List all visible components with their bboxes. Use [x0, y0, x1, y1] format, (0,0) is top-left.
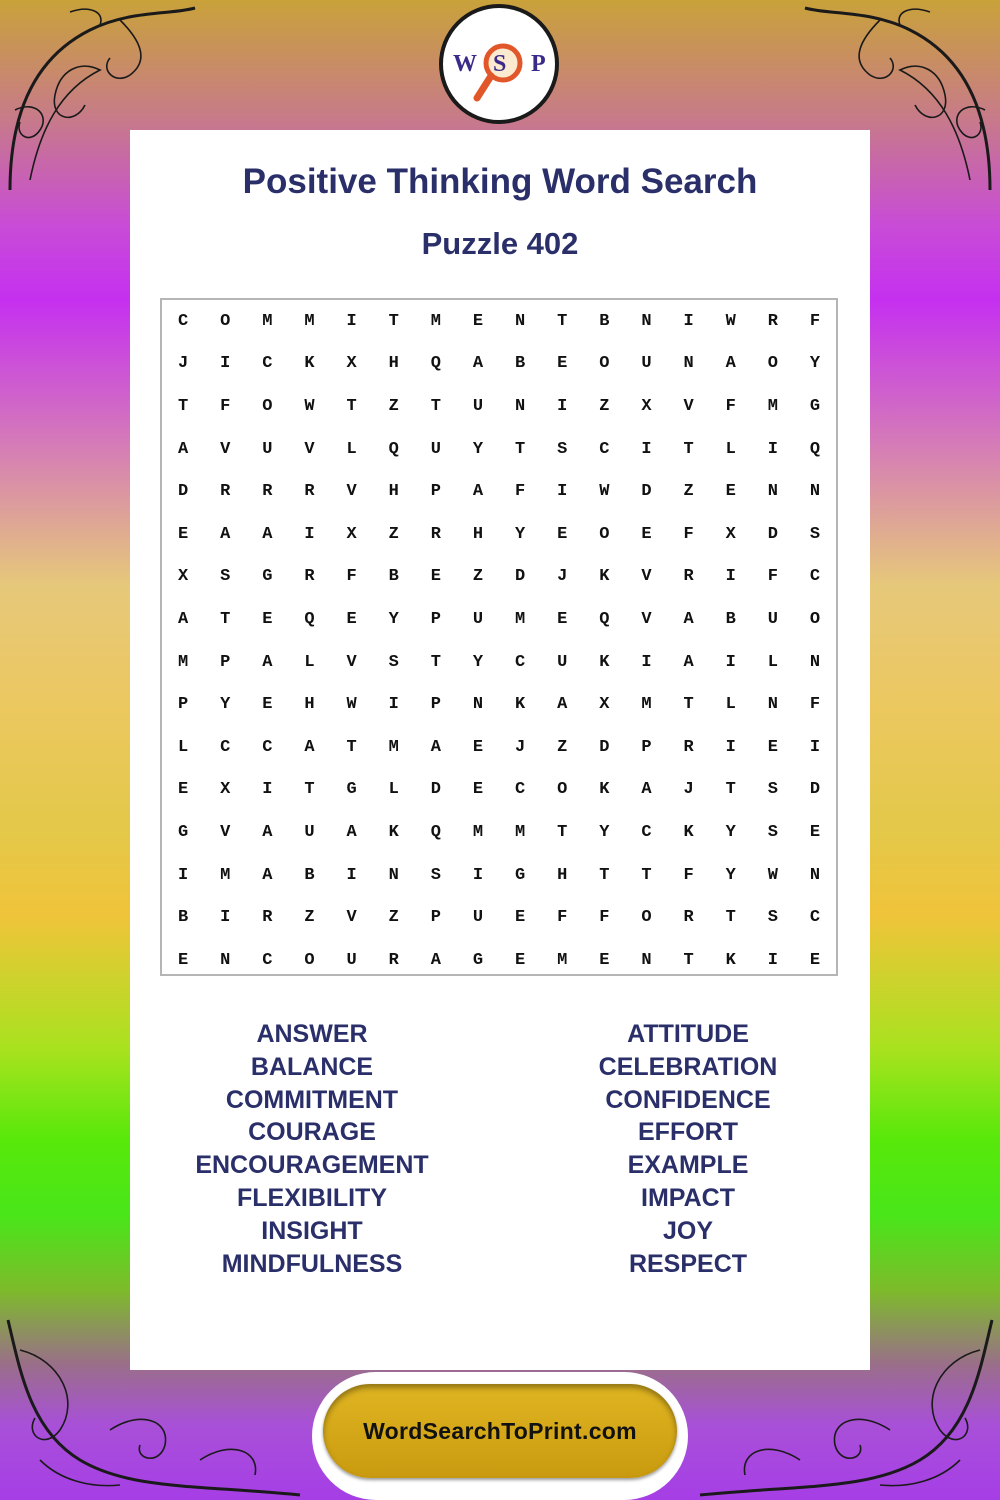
grid-cell: I [767, 439, 778, 459]
grid-cell: M [767, 396, 778, 416]
grid-cell: L [346, 439, 357, 459]
grid-cell: U [262, 439, 273, 459]
grid-cell: O [767, 354, 778, 374]
grid-cell: N [767, 482, 778, 502]
grid-cell: N [767, 695, 778, 715]
grid-cell: I [262, 780, 273, 800]
grid-cell: K [683, 822, 694, 842]
grid-cell: M [220, 865, 231, 885]
grid-cell: N [683, 354, 694, 374]
grid-row [162, 470, 836, 513]
grid-cell: M [557, 950, 568, 970]
grid-cell: E [430, 567, 441, 587]
grid-cell: X [346, 354, 357, 374]
grid-cell: U [472, 908, 484, 928]
grid-cell: U [472, 396, 484, 416]
grid-cell: A [430, 950, 441, 970]
grid-cell: A [177, 609, 189, 629]
grid-cell: F [683, 865, 694, 885]
grid-cell: I [346, 311, 357, 331]
grid-cell: T [641, 865, 652, 885]
grid-cell: E [599, 950, 610, 970]
site-url: WordSearchToPrint.com [363, 1417, 637, 1444]
grid-cell: C [220, 737, 231, 757]
grid-cell: V [346, 482, 357, 502]
grid-cell: E [767, 737, 778, 757]
grid-cell: O [641, 908, 652, 928]
grid-cell: B [388, 567, 399, 587]
grid-cell: A [557, 695, 568, 715]
grid-cell: T [725, 908, 736, 928]
grid-cell: C [809, 908, 821, 928]
grid-cell: A [472, 354, 484, 374]
grid-cell: H [388, 482, 399, 502]
grid-cell: T [683, 695, 694, 715]
grid-cell: A [683, 652, 694, 672]
grid-cell: X [599, 695, 610, 715]
grid-cell: C [262, 354, 273, 374]
word-item: ATTITUDE [627, 1020, 749, 1048]
word-item: FLEXIBILITY [237, 1183, 387, 1212]
grid-cell: E [472, 311, 484, 331]
grid-row [162, 726, 836, 769]
grid-cell: Z [683, 482, 694, 502]
grid-cell: Q [809, 439, 821, 459]
grid-cell: A [220, 524, 231, 544]
grid-cell: C [514, 652, 526, 672]
grid-cell: N [472, 695, 484, 715]
puzzle-number: Puzzle 402 [421, 226, 579, 261]
grid-cell: S [767, 822, 778, 842]
grid-cell: D [599, 737, 610, 757]
grid-cell: S [557, 439, 568, 459]
grid-cell: Z [599, 396, 610, 416]
grid-cell: W [599, 482, 610, 502]
grid-cell: R [430, 524, 441, 544]
grid-cell: T [683, 950, 694, 970]
grid-cell: A [346, 822, 357, 842]
grid-cell: F [809, 311, 821, 331]
grid-cell: P [177, 695, 189, 715]
grid-cell: L [388, 780, 399, 800]
grid-cell: R [388, 950, 399, 970]
grid-cell: A [725, 354, 736, 374]
grid-cell: E [262, 695, 273, 715]
grid-cell: L [177, 737, 189, 757]
grid-cell: T [346, 737, 357, 757]
grid-cell: Q [430, 354, 441, 374]
grid-cell: G [472, 950, 484, 970]
grid-cell: E [514, 950, 526, 970]
grid-cell: I [683, 311, 694, 331]
grid-cell: N [809, 652, 821, 672]
grid-cell: L [304, 652, 315, 672]
grid-cell: Z [388, 524, 399, 544]
grid-cell: C [177, 311, 189, 331]
grid-cell: P [641, 737, 652, 757]
grid-cell: T [557, 822, 568, 842]
grid-row [162, 300, 836, 343]
grid-cell: V [346, 908, 357, 928]
grid-row [162, 769, 836, 812]
word-item: CELEBRATION [598, 1052, 778, 1081]
grid-cell: A [641, 780, 652, 800]
word-item: IMPACT [641, 1183, 735, 1212]
grid-cell: E [557, 354, 568, 374]
grid-cell: R [220, 482, 231, 502]
grid-cell: X [346, 524, 357, 544]
grid-cell: R [767, 311, 778, 331]
grid-cell: E [557, 609, 568, 629]
grid-cell: F [346, 567, 357, 587]
grid-row [162, 513, 836, 556]
grid-cell: N [641, 311, 652, 331]
grid-cell: W [767, 865, 778, 885]
grid-cell: I [220, 908, 231, 928]
grid-cell: G [346, 780, 357, 800]
grid-cell: N [514, 311, 526, 331]
logo-letter-s: S [493, 51, 507, 77]
grid-cell: V [220, 822, 231, 842]
grid-cell: Q [430, 822, 441, 842]
grid-cell: R [683, 908, 694, 928]
grid-cell: T [177, 396, 189, 416]
word-item: CONFIDENCE [605, 1085, 771, 1114]
word-item: JOY [662, 1216, 714, 1245]
grid-cell: I [304, 524, 315, 544]
grid-cell: Z [304, 908, 315, 928]
grid-cell: Q [388, 439, 399, 459]
grid-cell: R [304, 482, 315, 502]
grid-cell: E [177, 950, 189, 970]
grid-cell: O [809, 609, 821, 629]
grid-cell: A [472, 482, 484, 502]
grid-cell: S [220, 567, 231, 587]
grid-cell: Y [514, 524, 526, 544]
grid-cell: T [388, 311, 399, 331]
grid-row [162, 683, 836, 726]
grid-cell: A [683, 609, 694, 629]
grid-cell: Y [472, 439, 484, 459]
grid-cell: O [557, 780, 568, 800]
grid-cell: O [262, 396, 273, 416]
grid-cell: M [514, 609, 526, 629]
grid-cell: I [809, 737, 821, 757]
grid-cell: I [346, 865, 357, 885]
grid-cell: X [641, 396, 652, 416]
grid-cell: V [641, 609, 652, 629]
grid-cell: B [177, 908, 189, 928]
grid-cell: F [725, 396, 736, 416]
grid-row [162, 939, 836, 982]
grid-cell: W [725, 311, 736, 331]
grid-cell: X [177, 567, 189, 587]
grid-cell: C [262, 950, 273, 970]
grid-cell: B [725, 609, 736, 629]
grid-cell: E [809, 822, 821, 842]
grid-cell: I [767, 950, 778, 970]
grid-cell: E [346, 609, 357, 629]
grid-cell: Z [557, 737, 568, 757]
grid-cell: M [472, 822, 484, 842]
grid-cell: H [557, 865, 568, 885]
grid-cell: H [472, 524, 484, 544]
word-item: EXAMPLE [627, 1151, 749, 1180]
grid-cell: E [177, 780, 189, 800]
grid-row [162, 556, 836, 599]
grid-cell: A [262, 822, 273, 842]
word-list-left-column [152, 1018, 472, 1280]
grid-row [162, 854, 836, 897]
grid-cell: S [809, 524, 821, 544]
grid-row [162, 811, 836, 854]
grid-cell: A [262, 652, 273, 672]
grid-cell: Z [388, 908, 399, 928]
grid-cell: E [177, 524, 189, 544]
grid-cell: I [557, 482, 568, 502]
grid-cell: R [304, 567, 315, 587]
word-item: ENCOURAGEMENT [195, 1151, 429, 1180]
grid-cell: M [177, 652, 189, 672]
grid-cell: F [809, 695, 821, 715]
grid-cell: V [683, 396, 694, 416]
grid-cell: U [430, 439, 441, 459]
grid-cell: B [514, 354, 526, 374]
word-list-right-column [528, 1018, 848, 1280]
grid-cell: C [514, 780, 526, 800]
grid-cell: I [472, 865, 484, 885]
word-item: INSIGHT [261, 1216, 363, 1245]
grid-cell: W [346, 695, 357, 715]
grid-cell: C [641, 822, 652, 842]
grid-cell: T [725, 780, 736, 800]
word-item: EFFORT [638, 1118, 738, 1147]
grid-cell: G [177, 822, 189, 842]
grid-cell: D [809, 780, 821, 800]
grid-cell: A [262, 865, 273, 885]
grid-row [162, 428, 836, 471]
grid-cell: D [641, 482, 652, 502]
site-logo [439, 4, 559, 124]
grid-cell: I [557, 396, 568, 416]
grid-cell: T [683, 439, 694, 459]
grid-cell: I [725, 652, 736, 672]
grid-cell: E [809, 950, 821, 970]
word-item: ANSWER [256, 1020, 368, 1048]
grid-cell: T [599, 865, 610, 885]
grid-cell: G [262, 567, 273, 587]
grid-cell: P [430, 695, 441, 715]
grid-cell: V [220, 439, 231, 459]
logo-letter-p: P [531, 51, 546, 77]
grid-cell: Y [725, 822, 736, 842]
grid-cell: C [809, 567, 821, 587]
grid-cell: B [599, 311, 610, 331]
grid-row [162, 385, 836, 428]
grid-cell: P [220, 652, 231, 672]
grid-cell: N [809, 482, 821, 502]
grid-cell: Q [304, 609, 315, 629]
grid-cell: J [177, 354, 189, 374]
grid-cell: N [641, 950, 652, 970]
grid-cell: P [430, 609, 441, 629]
grid-cell: B [304, 865, 315, 885]
grid-cell: I [177, 865, 189, 885]
word-item: RESPECT [628, 1249, 748, 1278]
grid-cell: T [430, 652, 441, 672]
grid-cell: A [262, 524, 273, 544]
grid-cell: F [683, 524, 694, 544]
grid-cell: Y [388, 609, 399, 629]
grid-cell: R [683, 737, 694, 757]
grid-cell: Y [809, 354, 821, 374]
grid-cell: K [304, 354, 315, 374]
grid-cell: T [346, 396, 357, 416]
grid-cell: V [346, 652, 357, 672]
grid-cell: F [599, 908, 610, 928]
grid-cell: J [683, 780, 694, 800]
grid-cell: M [304, 311, 315, 331]
grid-row [162, 343, 836, 386]
grid-cell: T [304, 780, 315, 800]
grid-cell: D [767, 524, 778, 544]
grid-cell: G [809, 396, 821, 416]
grid-cell: E [557, 524, 568, 544]
grid-cell: S [430, 865, 441, 885]
grid-cell: E [472, 737, 484, 757]
grid-cell: J [557, 567, 568, 587]
grid-cell: Z [388, 396, 399, 416]
grid-cell: N [809, 865, 821, 885]
grid-cell: L [725, 695, 736, 715]
grid-cell: Y [599, 822, 610, 842]
grid-cell: U [557, 652, 568, 672]
grid-cell: T [557, 311, 568, 331]
grid-cell: T [514, 439, 526, 459]
grid-cell: I [641, 439, 652, 459]
grid-cell: R [683, 567, 694, 587]
grid-cell: D [514, 567, 526, 587]
word-item: COURAGE [248, 1118, 376, 1147]
grid-cell: U [304, 822, 315, 842]
grid-cell: A [177, 439, 189, 459]
grid-cell: M [430, 311, 441, 331]
grid-cell: O [220, 311, 231, 331]
grid-cell: F [220, 396, 231, 416]
grid-cell: K [725, 950, 736, 970]
grid-cell: P [430, 908, 441, 928]
grid-cell: E [262, 609, 273, 629]
grid-cell: N [388, 865, 399, 885]
word-item: MINDFULNESS [221, 1249, 403, 1278]
grid-cell: O [599, 524, 610, 544]
grid-cell: R [262, 908, 273, 928]
grid-cell: O [304, 950, 315, 970]
grid-row [162, 641, 836, 684]
grid-cell: T [430, 396, 441, 416]
grid-cell: J [514, 737, 526, 757]
grid-cell: I [725, 567, 736, 587]
grid-cell: I [641, 652, 652, 672]
grid-cell: M [262, 311, 273, 331]
grid-cell: A [304, 737, 315, 757]
grid-cell: H [304, 695, 315, 715]
grid-cell: F [514, 482, 526, 502]
grid-cell: K [514, 695, 526, 715]
grid-cell: I [220, 354, 231, 374]
grid-row [162, 896, 836, 939]
grid-cell: G [514, 865, 526, 885]
word-item: COMMITMENT [225, 1085, 399, 1114]
grid-cell: D [177, 482, 189, 502]
grid-cell: K [599, 652, 610, 672]
grid-cell: X [725, 524, 736, 544]
logo-letter-w: W [453, 51, 477, 77]
grid-cell: M [514, 822, 526, 842]
grid-cell: N [514, 396, 526, 416]
grid-cell: K [599, 780, 610, 800]
grid-cell: Y [472, 652, 484, 672]
grid-cell: E [514, 908, 526, 928]
grid-cell: R [262, 482, 273, 502]
grid-cell: U [472, 609, 484, 629]
grid-cell: S [767, 908, 778, 928]
grid-cell: U [346, 950, 357, 970]
grid-cell: P [430, 482, 441, 502]
grid-cell: A [430, 737, 441, 757]
page-title: Positive Thinking Word Search [242, 162, 758, 201]
grid-cell: M [641, 695, 652, 715]
grid-cell: L [725, 439, 736, 459]
grid-cell: O [599, 354, 610, 374]
grid-cell: D [430, 780, 441, 800]
grid-cell: C [262, 737, 273, 757]
grid-cell: V [641, 567, 652, 587]
grid-cell: U [641, 354, 652, 374]
grid-cell: Y [220, 695, 231, 715]
grid-cell: L [767, 652, 778, 672]
grid-cell: C [599, 439, 610, 459]
word-item: BALANCE [250, 1052, 374, 1081]
grid-cell: N [220, 950, 231, 970]
grid-row [162, 598, 836, 641]
grid-cell: Z [472, 567, 484, 587]
grid-cell: Y [725, 865, 736, 885]
grid-cell: V [304, 439, 315, 459]
grid-cell: S [767, 780, 778, 800]
grid-cell: T [220, 609, 231, 629]
grid-cell: I [725, 737, 736, 757]
grid-cell: X [220, 780, 231, 800]
grid-cell: Q [599, 609, 610, 629]
grid-cell: E [725, 482, 736, 502]
grid-cell: W [304, 396, 315, 416]
grid-cell: S [388, 652, 399, 672]
grid-cell: E [472, 780, 484, 800]
grid-cell: H [388, 354, 399, 374]
grid-cell: K [599, 567, 610, 587]
site-badge[interactable] [323, 1384, 677, 1478]
grid-cell: E [641, 524, 652, 544]
grid-cell: M [388, 737, 399, 757]
letter-grid [160, 298, 838, 976]
grid-cell: F [557, 908, 568, 928]
grid-cell: K [388, 822, 399, 842]
grid-cell: U [767, 609, 778, 629]
grid-cell: I [388, 695, 399, 715]
grid-cell: F [767, 567, 778, 587]
